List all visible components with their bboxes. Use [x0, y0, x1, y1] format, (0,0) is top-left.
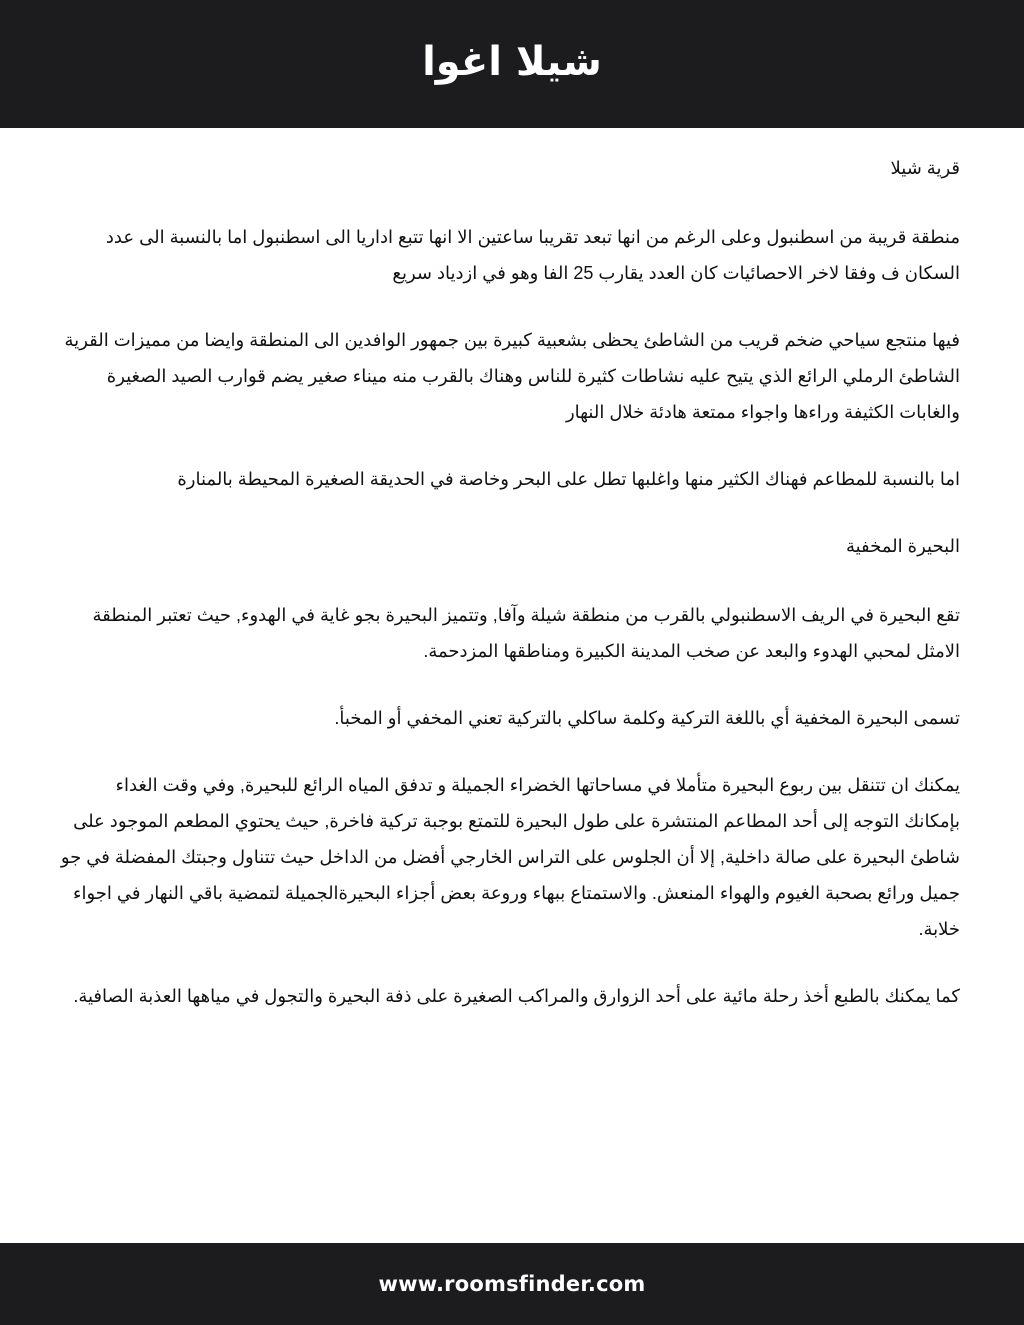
page-footer: [0, 1243, 1024, 1325]
paragraph-resort: فيها منتجع سياحي ضخم قريب من الشاطئ يحظى بشعبية كبيرة بين جمهور الوافدين الى المنطقة وايضا من مميزات القرية الشاطئ الرملي الرائع الذي يتيح عليه نشاطات كثيرة للناس وهناك بالقرب منه ميناء صغير يضم قوارب الصيد الصغيرة والغابات الكثيفة وراءها واجواء ممتعة هادئة خلال النهار: [64, 330, 960, 422]
section-heading-sile-village: قرية شيلا: [890, 158, 960, 178]
paragraph-boat-trip: كما يمكنك بالطبع أخذ رحلة مائية على أحد الزوارق والمراكب الصغيرة على ذفة البحيرة والتجول في مياهها العذبة الصافية.: [73, 986, 960, 1006]
paragraph-lake-location: تقع البحيرة في الريف الاسطنبولي بالقرب من منطقة شيلة وآفا, وتتميز البحيرة بجو غاية في الهدوء, حيث تعتبر المنطقة الامثل لمحبي الهدوء والبعد عن صخب المدينة الكبيرة ومناطقها المزدحمة.: [92, 605, 960, 661]
paragraph-lake-activities: يمكنك ان تتنقل بين ربوع البحيرة متأملا في مساحاتها الخضراء الجميلة و تدفق المياه الرائع للبحيرة, وفي وقت الغداء بإمكانك التوجه إلى أحد المطاعم المنتشرة على طول البحيرة للتمتع بوجبة تركية فاخرة, حيث يحتوي المطعم الموجود على شاطئ البحيرة على صالة داخلية, إلا أن الجلوس على التراس الخارجي أفضل من الداخل حيث تتناول وجبتك المفضلة في جو جميل ورائع بصحبة الغيوم والهواء المنعش. والاستمتاع ببهاء وروعة بعض أجزاء البحيرةالجميلة لتمضية باقي النهار في اجواء خلابة.: [60, 775, 960, 939]
page-header: [0, 0, 1024, 128]
footer-website-link[interactable]: www.roomsfinder.com: [378, 1272, 646, 1296]
paragraph-restaurants: اما بالنسبة للمطاعم فهناك الكثير منها واغلبها تطل على البحر وخاصة في الحديقة الصغيرة المحيطة بالمنارة: [177, 469, 960, 489]
article-body: [60, 150, 960, 1045]
paragraph-location: منطقة قريبة من اسطنبول وعلى الرغم من انها تبعد تقريبا ساعتين الا انها تتبع اداريا الى اسطنبول اما بالنسبة الى عدد السكان ف وفقا لاخر الاحصائيات كان العدد يقارب 25 الفا وهو في ازدياد سريع: [105, 227, 960, 283]
paragraph-lake-name: تسمى البحيرة المخفية أي باللغة التركية وكلمة ساكلي بالتركية تعني المخفي أو المخبأ.: [334, 708, 960, 728]
page-title: شيلا اغوا: [422, 39, 602, 85]
section-heading-hidden-lake: البحيرة المخفية: [845, 536, 960, 556]
